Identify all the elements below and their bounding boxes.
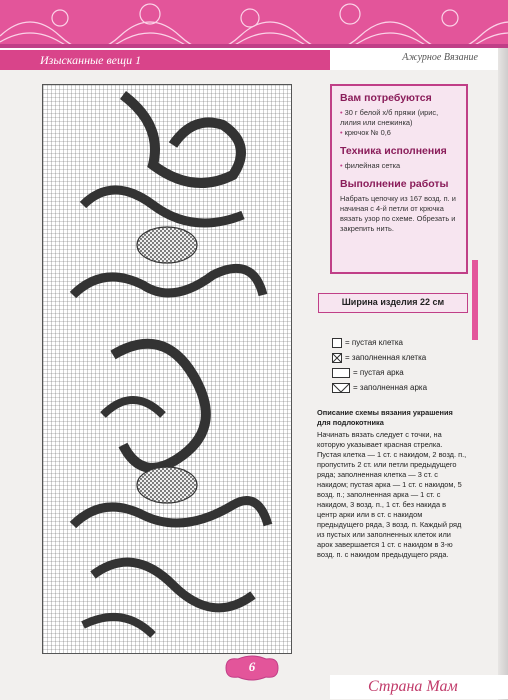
filled-cell-icon — [332, 353, 342, 363]
site-watermark: Страна Мам — [330, 675, 508, 699]
legend-item — [332, 365, 427, 380]
brand-title: Ажурное Вязание — [402, 52, 478, 63]
page-spine-shadow — [498, 48, 508, 700]
materials-item-2: крючок № 0,6 — [344, 128, 391, 137]
legend-label: = заполненная арка — [353, 383, 428, 392]
process-text: Набрать цепочку из 167 возд. п. и начиная с 4-й петли от крючка вязать узор по схеме. Обрезать и закрепить нить. — [340, 194, 456, 233]
legend-item — [332, 380, 427, 395]
chart-legend — [332, 335, 427, 395]
width-label-box — [318, 293, 468, 313]
page-edge-tab — [472, 260, 478, 340]
legend-item — [332, 350, 427, 365]
materials-item-1: 30 г белой х/б пряжи (ирис, лилия или снежинка) — [340, 108, 439, 127]
materials-list — [340, 108, 458, 138]
bullet-icon: • — [340, 161, 345, 170]
technique-item-1: филейная сетка — [344, 161, 401, 170]
process-heading: Выполнение работы — [340, 178, 449, 190]
page-number: 6 — [248, 659, 256, 674]
filled-arch-icon — [332, 383, 350, 393]
empty-arch-icon — [332, 368, 350, 378]
materials-info-box — [330, 84, 468, 274]
width-label: Ширина изделия 22 см — [341, 297, 445, 307]
lace-pattern-icon — [0, 0, 508, 48]
technique-heading: Техника исполнения — [340, 145, 447, 157]
page-number-badge — [216, 655, 288, 681]
legend-label: = заполненная клетка — [345, 353, 427, 362]
legend-item — [332, 335, 427, 350]
technique-list — [340, 161, 458, 171]
description-title: Описание схемы вязания украшения для подлокотника — [317, 408, 453, 427]
filet-crochet-chart — [42, 84, 292, 654]
section-title: Изысканные вещи 1 — [0, 50, 330, 70]
legend-label: = пустая клетка — [345, 338, 403, 347]
description-text: Начинать вязать следует с точки, на которую указывает красная стрелка. Пустая клетка — 1 ст. с накидом, 2 возд. п., пропустить 2 ст. или петли предыдущего ряда; заполненная клетка — 3 ст. с накидом; пустая арка — 1 ст. с накидом, 5 возд. п.; заполненная арка — 1 ст. с накидом, 3 возд. п., 1 ст. без накида в центр арки или в ст. с накидом предыдущего ряда, 3 возд. п. Каждый ряд из пустых или заполненных клеток или арок завершается 1 ст. с накидом в 3-ю возд. п. с накидом предыдущего ряда. — [317, 430, 467, 559]
bullet-icon: • — [340, 128, 345, 137]
lace-border-decoration — [0, 0, 508, 48]
bullet-icon: • — [340, 108, 345, 117]
materials-heading: Вам потребуются — [340, 92, 432, 104]
filet-chart-grid — [43, 85, 291, 653]
pattern-description — [317, 408, 467, 560]
legend-label: = пустая арка — [353, 368, 404, 377]
empty-cell-icon — [332, 338, 342, 348]
